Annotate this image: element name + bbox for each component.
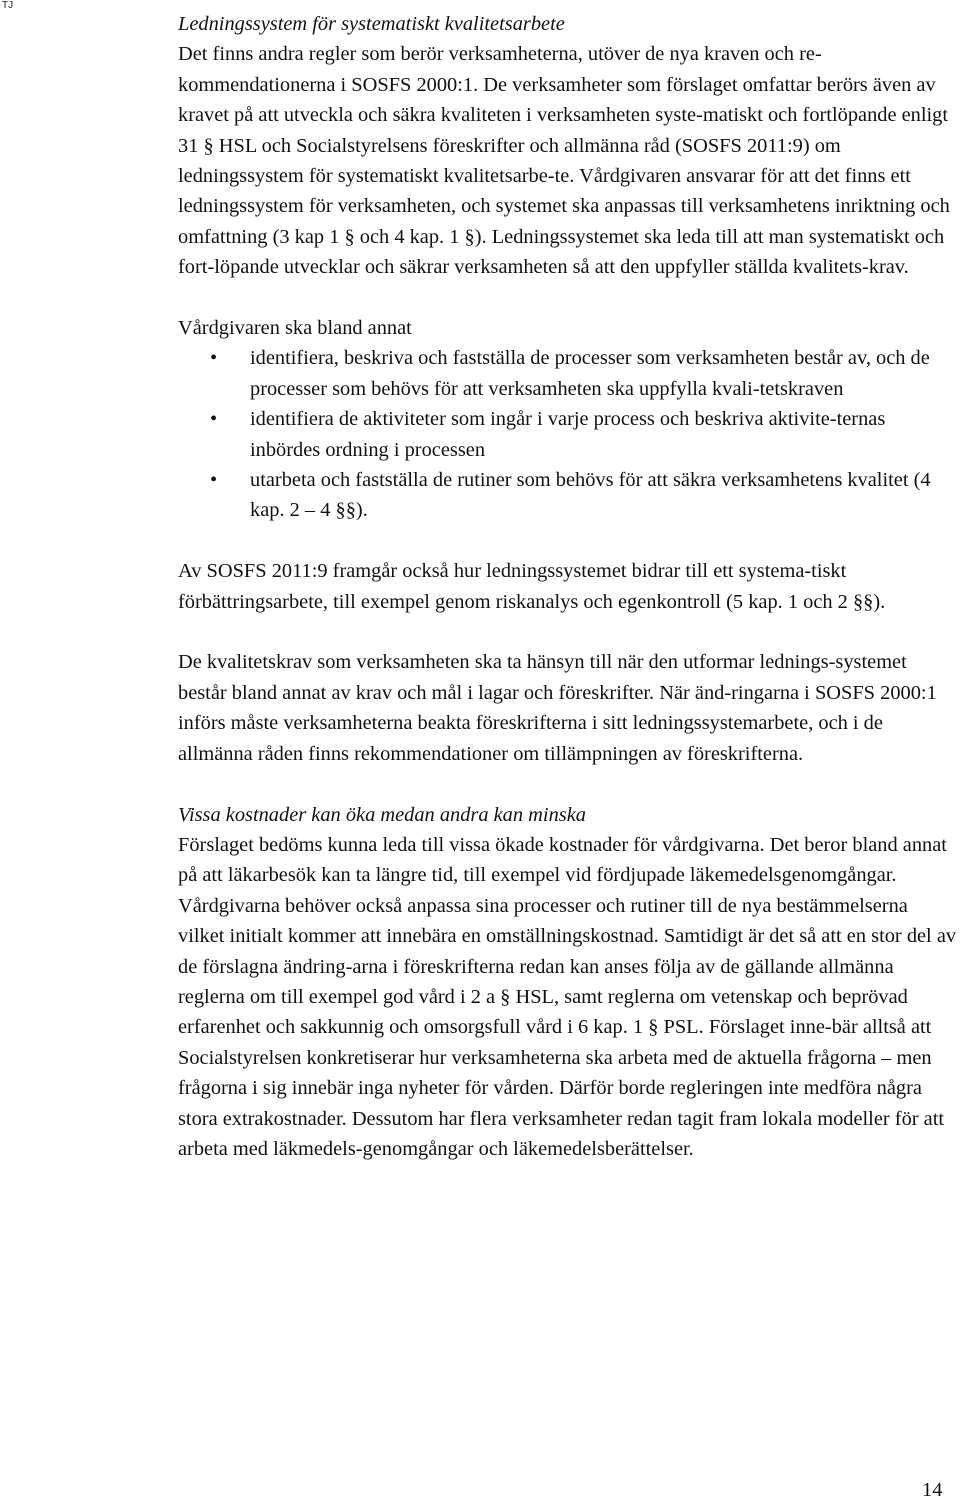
paragraph-improvement: Av SOSFS 2011:9 framgår också hur ledningssystemet bidrar till ett systema-tiskt förbättringsarbete, till exempel genom riskanalys och egenkontroll (5 kap. 1 och 2 §§). xyxy=(178,560,886,613)
corner-mark: TJ xyxy=(2,0,14,11)
paragraph-quality-requirements: De kvalitetskrav som verksamheten ska ta hänsyn till när den utformar lednings-systemet består bland annat av krav och mål i lagar och föreskrifter. När änd-ringarna i SOSFS 2000:1 införs måste verksamheterna beakta föreskrifterna i sitt ledningssystemarbete, och i de allmänna råden finns rekommendationer om tillämpningen av föreskrifterna. xyxy=(178,651,937,765)
list-block xyxy=(178,313,958,526)
list-intro: Vårdgivaren ska bland annat xyxy=(178,317,412,340)
bullet-icon: • xyxy=(210,469,218,492)
paragraph-gap xyxy=(178,617,958,647)
paragraph-gap xyxy=(178,526,958,556)
paragraph-costs: Förslaget bedöms kunna leda till vissa ökade kostnader för vårdgivarna. Det beror bland annat på att läkarbesök kan ta längre tid, till exempel vid fördjupade läkemedelsgenomgångar. Vårdgivarna behöver också anpassa sina processer och rutiner till de nya bestämmelserna vilket initialt kommer att innebära en omställningskostnad. Samtidigt är det så att en stor del av de förslagna ändring-arna i föreskrifterna redan kan anses följa av de gällande allmänna reglerna om till exempel god vård i 2 a § HSL, samt reglerna om vetenskap och beprövad erfarenhet och sakkunnig och omsorgsfull vård i 6 kap. 1 § PSL. Förslaget inne-bär alltså att Socialstyrelsen konkretiserar hur verksamheterna ska arbeta med de aktuella frågorna – men frågorna i sig innebär inga nyheter för vården. Därför borde regleringen inte medföra några stora extrakostnader. Dessutom har flera verksamheter redan tagit fram lokala modeller för att arbeta med läkmedels-genomgångar och läkemedelsberättelser. xyxy=(178,833,957,1160)
bullet-icon: • xyxy=(210,408,218,431)
section-title-costs: Vissa kostnader kan öka medan andra kan minska xyxy=(178,803,586,826)
list-item-text: identifiera, beskriva och fastställa de processer som verksamheten består av, och de processer som behövs för att verksamheten ska uppfylla kvali-tetskraven xyxy=(250,347,930,400)
paragraph-gap xyxy=(178,769,958,799)
section-quality-management xyxy=(178,9,958,283)
list-item xyxy=(178,404,958,465)
bullet-icon: • xyxy=(210,347,218,370)
bullet-list xyxy=(178,343,958,525)
section-title-ledningssystem: Ledningssystem för systematiskt kvalitetsarbete xyxy=(178,13,565,35)
paragraph-ledningssystem: Det finns andra regler som berör verksamheterna, utöver de nya kraven och re-kommendationerna i SOSFS 2000:1. De verksamheter som förslaget omfattar berörs även av kravet på att utveckla och säkra kvaliteten i verksamheten syste-matiskt och fortlöpande enligt 31 § HSL och Socialstyrelsens föreskrifter och allmänna råd (SOSFS 2011:9) om ledningssystem för systematiskt kvalitetsarbe-te. Vårdgivaren ansvarar för att det finns ett ledningssystem för verksamheten, och systemet ska anpassas till verksamhetens inriktning och omfattning (3 kap 1 § och 4 kap. 1 §). Ledningssystemet ska leda till att man systematiskt och fort-löpande utvecklar och säkrar verksamheten så att den uppfyller ställda kvalitets-krav. xyxy=(178,43,950,279)
list-item-text: utarbeta och fastställa de rutiner som behövs för att säkra verksamhetens kvalitet (4 kap. 2 – 4 §§). xyxy=(250,469,931,522)
list-item-text: identifiera de aktiviteter som ingår i varje process och beskriva aktivite-ternas inbördes ordning i processen xyxy=(250,408,886,461)
section-costs xyxy=(178,800,958,1165)
page-number: 14 xyxy=(922,1479,943,1501)
paragraph-gap xyxy=(178,283,958,313)
list-item xyxy=(178,465,958,526)
document-body xyxy=(178,9,958,1164)
list-item xyxy=(178,343,958,404)
